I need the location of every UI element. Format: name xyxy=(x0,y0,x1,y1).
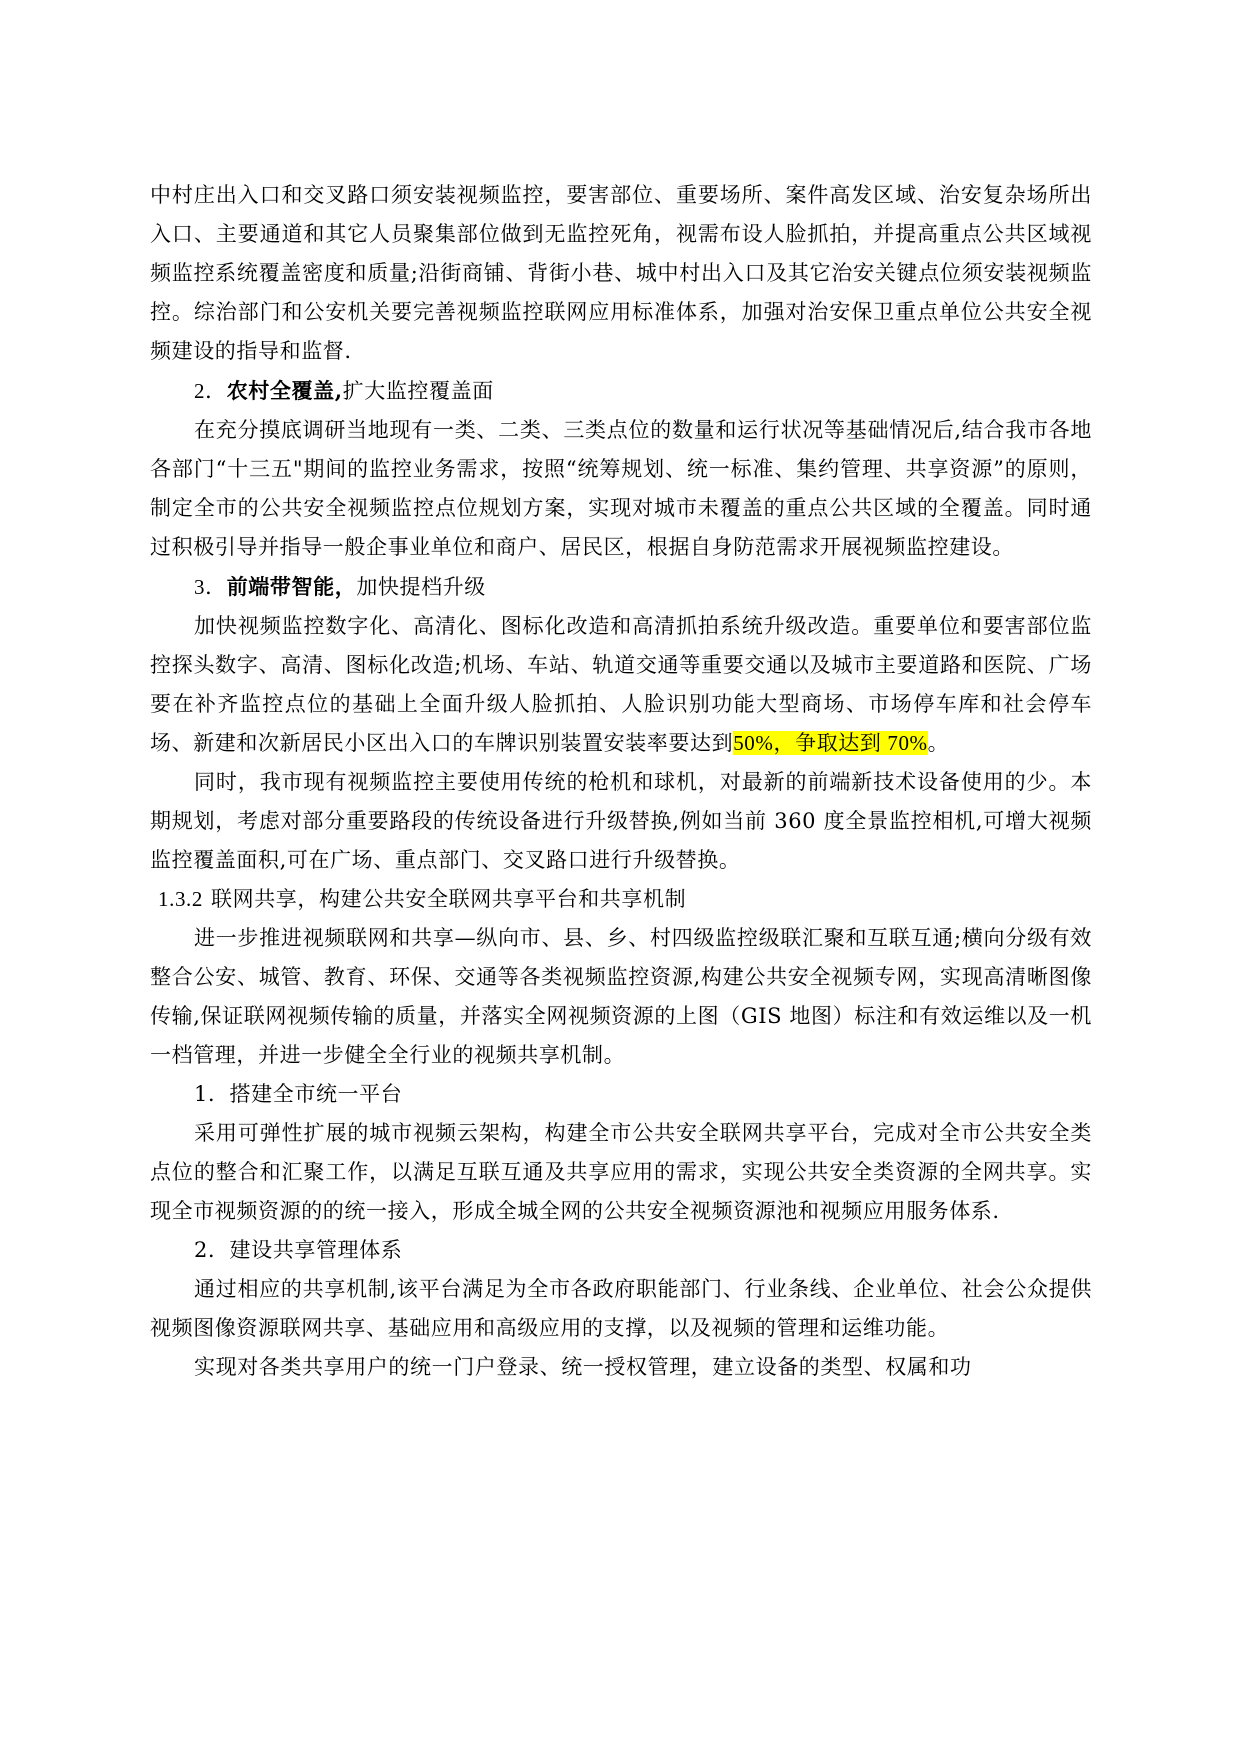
heading-number: 3． xyxy=(194,575,227,599)
paragraph-sharing-mechanism: 通过相应的共享机制,该平台满足为全市各政府职能部门、行业条线、企业单位、社会公众提供视频图像资源联网共享、基础应用和高级应用的支撑，以及视频的管理和运维功能。 xyxy=(150,1277,1092,1340)
heading-text: 加快提档升级 xyxy=(356,575,486,599)
paragraph-text: 加快视频监控数字化、高清化、图标化改造和高清抓拍系统升级改造。重要单位和要害部位监控探头数字、高清、图标化改造;机场、车站、轨道交通等重要交通以及城市主要道路和医院、广场要在补齐监控点位的基础上全面升级人脸抓拍、人脸识别功能大型商场、市场停车库和社会停车场、新建和次新居民小区出入口的车牌识别装置安装率要达到 xyxy=(150,614,1092,755)
heading-sharing-management: 2．建设共享管理体系 xyxy=(194,1238,403,1262)
section-title: 联网共享，构建公共安全联网共享平台和共享机制 xyxy=(211,887,687,911)
paragraph-unified-platform: 采用可弹性扩展的城市视频云架构，构建全市公共安全联网共享平台，完成对全市公共安全类点位的整合和汇聚工作，以满足互联互通及共享应用的需求，实现公共安全类资源的全网共享。实现全市视频资源的的统一接入，形成全城全网的公共安全视频资源池和视频应用服务体系. xyxy=(150,1121,1092,1223)
paragraph-existing-equipment: 同时，我市现有视频监控主要使用传统的枪机和球机，对最新的前端新技术设备使用的少。本期规划，考虑对部分重要路段的传统设备进行升级替换,例如当前 360 度全景监控相机,可增大视频监控覆盖面积,可在广场、重点部门、交叉路口进行升级替换。 xyxy=(150,770,1092,872)
heading-bold-text: 农村全覆盖, xyxy=(226,378,343,403)
heading-text: 扩大监控覆盖面 xyxy=(342,379,494,403)
paragraph-end: 。 xyxy=(927,731,950,755)
paragraph-frontend-upgrade xyxy=(150,607,1092,763)
document-body xyxy=(150,176,1092,1387)
section-number: 1.3.2 xyxy=(158,887,203,911)
heading-bold-text: 前端带智能， xyxy=(226,574,357,599)
paragraph-network-sharing: 进一步推进视频联网和共享—纵向市、县、乡、村四级监控级联汇聚和互联互通;横向分级有效整合公安、城管、教育、环保、交通等各类视频监控资源,构建公共安全视频专网，实现高清晰图像传输,保证联网视频传输的质量，并落实全网视频资源的上图（GIS 地图）标注和有效运维以及一机一档管理，并进一步健全全行业的视频共享机制。 xyxy=(150,926,1092,1067)
heading-number: 2． xyxy=(194,379,227,403)
highlighted-target-rate: 50%，争取达到 70% xyxy=(733,731,928,755)
paragraph-unified-login: 实现对各类共享用户的统一门户登录、统一授权管理，建立设备的类型、权属和功 xyxy=(194,1355,972,1379)
paragraph-rural-coverage: 在充分摸底调研当地现有一类、二类、三类点位的数量和运行状况等基础情况后,结合我市各地各部门“十三五"期间的监控业务需求，按照“统筹规划、统一标准、集约管理、共享资源”的原则，制定全市的公共安全视频监控点位规划方案，实现对城市未覆盖的重点公共区域的全覆盖。同时通过积极引导并指导一般企事业单位和商户、居民区，根据自身防范需求开展视频监控建设。 xyxy=(150,418,1092,559)
heading-unified-platform: 1．搭建全市统一平台 xyxy=(194,1082,403,1106)
section-heading-1-3-2 xyxy=(150,880,1092,919)
heading-rural-coverage xyxy=(150,371,1092,411)
paragraph-video-install-requirements: 中村庄出入口和交叉路口须安装视频监控，要害部位、重要场所、案件高发区域、治安复杂场所出入口、主要通道和其它人员聚集部位做到无监控死角，视需布设人脸抓拍，并提高重点公共区域视频监控系统覆盖密度和质量;沿街商铺、背街小巷、城中村出入口及其它治安关键点位须安装视频监控。综治部门和公安机关要完善视频监控联网应用标准体系，加强对治安保卫重点单位公共安全视频建设的指导和监督. xyxy=(150,183,1092,363)
heading-frontend-intelligence xyxy=(150,567,1092,607)
